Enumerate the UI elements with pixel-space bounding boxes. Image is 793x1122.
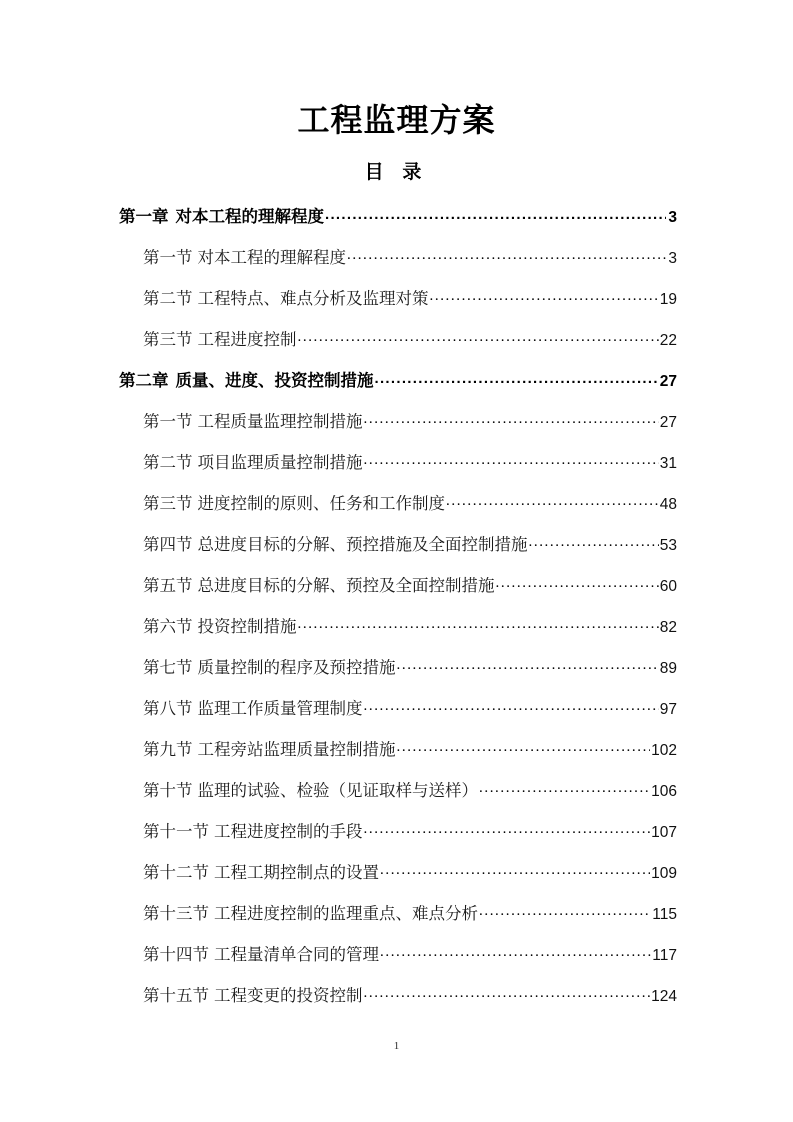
toc-section-entry[interactable] — [119, 244, 677, 285]
toc-entry-number: 第二章 — [119, 372, 169, 390]
table-of-contents — [119, 203, 677, 1023]
toc-dot-leader — [364, 821, 651, 838]
toc-page-number: 31 — [659, 455, 677, 472]
toc-dot-leader — [496, 575, 659, 592]
toc-section-entry[interactable] — [119, 654, 677, 695]
toc-page-number: 53 — [659, 537, 677, 554]
toc-entry-number: 第三节 — [143, 494, 193, 513]
toc-chapter-entry[interactable] — [119, 367, 677, 408]
toc-page-number: 3 — [668, 250, 677, 267]
toc-page-number: 117 — [652, 947, 677, 964]
toc-dot-leader — [364, 411, 659, 428]
toc-dot-leader — [529, 534, 659, 551]
toc-section-entry[interactable] — [119, 449, 677, 490]
toc-entry-number: 第八节 — [143, 699, 193, 718]
toc-entry-number: 第十五节 — [143, 986, 209, 1005]
toc-page-number: 97 — [659, 701, 677, 718]
toc-entry-number: 第一节 — [143, 412, 193, 431]
toc-entry-title: 对本工程的理解程度 — [175, 208, 324, 226]
toc-entry-number: 第三节 — [143, 330, 193, 349]
toc-dot-leader — [364, 698, 659, 715]
toc-section-entry[interactable] — [119, 285, 677, 326]
toc-section-entry[interactable] — [119, 572, 677, 613]
toc-dot-leader — [446, 493, 659, 510]
toc-entry-number: 第十四节 — [143, 945, 209, 964]
toc-page-number: 48 — [659, 496, 677, 513]
toc-dot-leader — [397, 657, 659, 674]
table-of-contents-heading: 目 录 — [364, 162, 429, 183]
toc-page-number: 106 — [651, 783, 677, 800]
toc-dot-leader — [298, 616, 659, 633]
toc-section-entry[interactable] — [119, 408, 677, 449]
toc-page-number: 107 — [651, 824, 677, 841]
toc-page-number: 89 — [659, 660, 677, 677]
toc-entry-number: 第七节 — [143, 658, 193, 677]
toc-entry-title: 对本工程的理解程度 — [197, 248, 346, 267]
toc-entry-title: 总进度目标的分解、预控措施及全面控制措施 — [197, 535, 528, 554]
toc-dot-leader — [397, 739, 651, 756]
toc-dot-leader — [298, 329, 659, 346]
toc-page-number: 27 — [659, 414, 677, 431]
toc-entry-number: 第十一节 — [143, 822, 209, 841]
toc-entry-title: 工程进度控制的监理重点、难点分析 — [214, 904, 478, 923]
toc-entry-title: 质量控制的程序及预控措施 — [197, 658, 396, 677]
toc-entry-title: 监理的试验、检验（见证取样与送样） — [197, 781, 478, 800]
toc-page-number: 124 — [651, 988, 677, 1005]
page-number-footer: 1 — [393, 1040, 400, 1052]
toc-dot-leader — [479, 780, 650, 797]
toc-page-number: 60 — [659, 578, 677, 595]
toc-entry-title: 工程进度控制的手段 — [214, 822, 363, 841]
toc-dot-leader — [364, 452, 659, 469]
toc-entry-number: 第九节 — [143, 740, 193, 759]
toc-dot-leader — [325, 206, 666, 223]
toc-entry-number: 第一节 — [143, 248, 193, 267]
toc-page-number: 115 — [652, 906, 677, 923]
toc-entry-title: 工程工期控制点的设置 — [214, 863, 379, 882]
toc-section-entry[interactable] — [119, 613, 677, 654]
toc-dot-leader — [479, 903, 651, 920]
toc-entry-title: 工程进度控制 — [197, 330, 297, 349]
toc-entry-number: 第五节 — [143, 576, 193, 595]
toc-entry-title: 工程特点、难点分析及监理对策 — [197, 289, 429, 308]
toc-entry-title: 工程变更的投资控制 — [214, 986, 363, 1005]
toc-page-number: 27 — [659, 373, 677, 390]
toc-page-number: 109 — [651, 865, 677, 882]
toc-page-number: 19 — [659, 291, 677, 308]
toc-section-entry[interactable] — [119, 982, 677, 1023]
toc-entry-number: 第十三节 — [143, 904, 209, 923]
toc-page-number: 82 — [659, 619, 677, 636]
toc-section-entry[interactable] — [119, 859, 677, 900]
document-title: 工程监理方案 — [297, 102, 496, 138]
toc-section-entry[interactable] — [119, 900, 677, 941]
toc-section-entry[interactable] — [119, 695, 677, 736]
toc-section-entry[interactable] — [119, 941, 677, 982]
toc-entry-number: 第十节 — [143, 781, 193, 800]
toc-dot-leader — [380, 944, 651, 961]
toc-entry-number: 第十二节 — [143, 863, 209, 882]
toc-section-entry[interactable] — [119, 490, 677, 531]
toc-dot-leader — [375, 370, 659, 387]
toc-section-entry[interactable] — [119, 326, 677, 367]
toc-entry-number: 第二节 — [143, 289, 193, 308]
toc-entry-number: 第二节 — [143, 453, 193, 472]
toc-entry-number: 第六节 — [143, 617, 193, 636]
toc-entry-title: 进度控制的原则、任务和工作制度 — [197, 494, 445, 513]
toc-dot-leader — [380, 862, 650, 879]
toc-page-number: 22 — [659, 332, 677, 349]
toc-dot-leader — [347, 247, 666, 264]
toc-entry-title: 项目监理质量控制措施 — [197, 453, 363, 472]
toc-section-entry[interactable] — [119, 531, 677, 572]
toc-entry-number: 第一章 — [119, 208, 169, 226]
toc-dot-leader — [364, 985, 651, 1002]
toc-entry-number: 第四节 — [143, 535, 193, 554]
toc-entry-title: 质量、进度、投资控制措施 — [175, 372, 374, 390]
toc-dot-leader — [430, 288, 659, 305]
toc-page-number: 102 — [651, 742, 677, 759]
toc-section-entry[interactable] — [119, 736, 677, 777]
toc-entry-title: 监理工作质量管理制度 — [197, 699, 363, 718]
toc-chapter-entry[interactable] — [119, 203, 677, 244]
toc-entry-title: 工程旁站监理质量控制措施 — [197, 740, 396, 759]
toc-section-entry[interactable] — [119, 777, 677, 818]
toc-entry-title: 工程质量监理控制措施 — [197, 412, 363, 431]
toc-entry-title: 总进度目标的分解、预控及全面控制措施 — [197, 576, 495, 595]
toc-page-number: 3 — [668, 209, 677, 226]
toc-entry-title: 投资控制措施 — [197, 617, 297, 636]
toc-entry-title: 工程量清单合同的管理 — [214, 945, 379, 964]
toc-section-entry[interactable] — [119, 818, 677, 859]
